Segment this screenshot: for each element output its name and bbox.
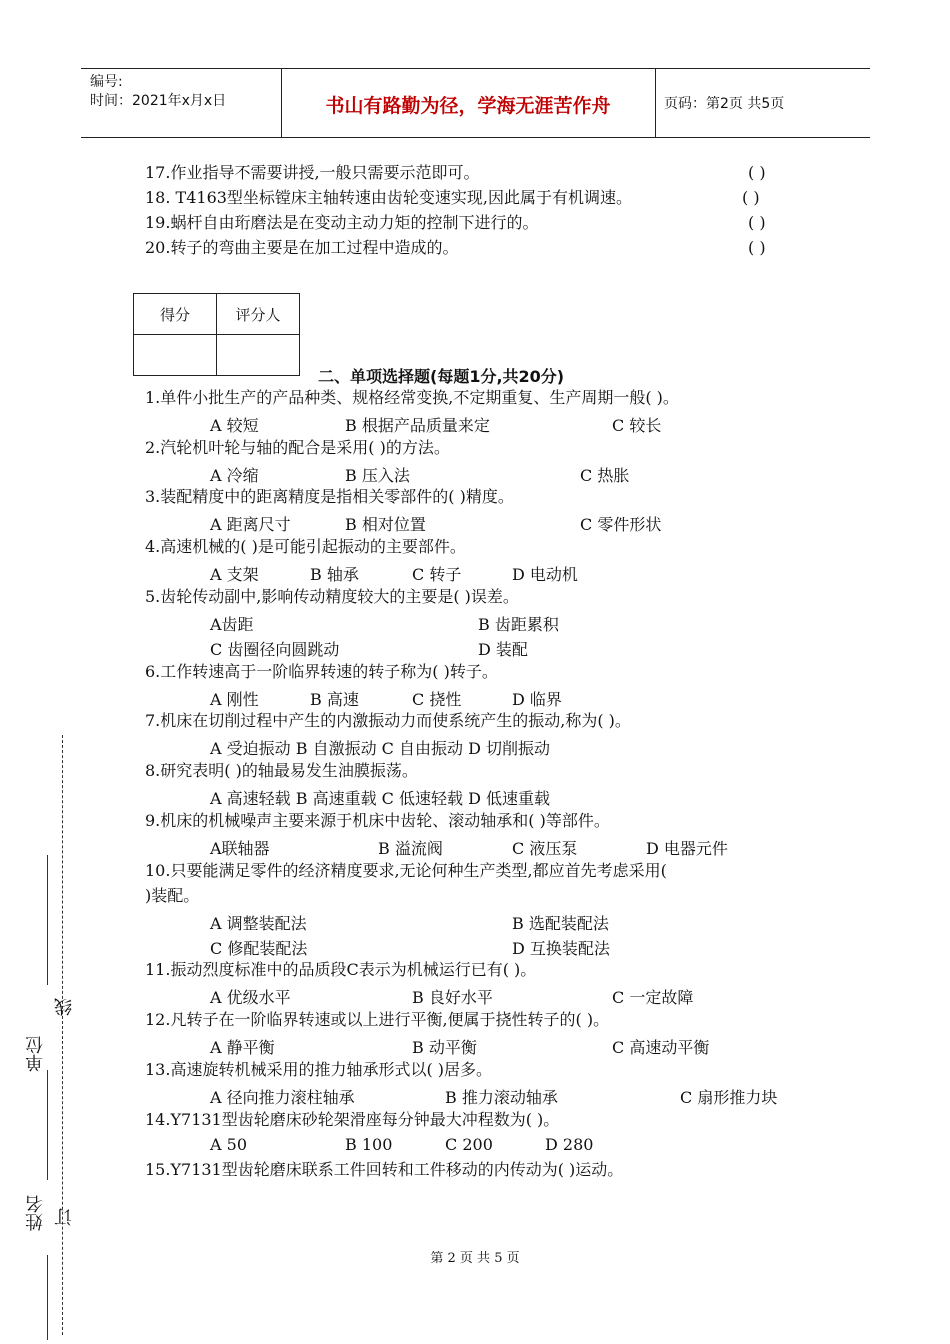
option: D 280 bbox=[545, 1135, 594, 1154]
judgement-item: 19.蜗杆自由珩磨法是在变动主动力矩的控制下进行的。 bbox=[145, 213, 539, 232]
header-page-info: 页码：第2页 共5页 bbox=[664, 96, 785, 112]
option: D 临界 bbox=[512, 690, 562, 709]
option: D 电器元件 bbox=[646, 839, 728, 858]
option: B 根据产品质量来定 bbox=[345, 416, 490, 435]
option: A 优级水平 bbox=[210, 988, 291, 1007]
judgement-item: 20.转子的弯曲主要是在加工过程中造成的。 bbox=[145, 238, 459, 257]
answer-bracket: ( ) bbox=[748, 163, 766, 182]
binding-underline bbox=[47, 1255, 48, 1340]
question: 14.Y7131型齿轮磨床砂轮架滑座每分钟最大冲程数为( )。 bbox=[145, 1110, 560, 1129]
binding-underline bbox=[47, 855, 48, 985]
option: C 修配装配法 bbox=[210, 939, 308, 958]
option: A 支架 bbox=[210, 565, 259, 584]
option: C 液压泵 bbox=[512, 839, 578, 858]
question: 1.单件小批生产的产品种类、规格经常变换,不定期重复、生产周期一般( )。 bbox=[145, 388, 679, 407]
score-table bbox=[133, 293, 300, 376]
option: B 相对位置 bbox=[345, 515, 426, 534]
page-footer: 第 2 页 共 5 页 bbox=[430, 1251, 520, 1266]
score-cell[interactable] bbox=[134, 335, 217, 376]
document-header bbox=[81, 68, 870, 138]
answer-bracket: ( ) bbox=[748, 213, 766, 232]
option: A 50 bbox=[210, 1135, 247, 1154]
answer-bracket: ( ) bbox=[748, 238, 766, 257]
grader-cell[interactable] bbox=[217, 335, 300, 376]
option: A 较短 bbox=[210, 416, 259, 435]
question: 15.Y7131型齿轮磨床联系工件回转和工件移动的内传动为( )运动。 bbox=[145, 1160, 624, 1179]
option: A 受迫振动 B 自激振动 C 自由振动 D 切削振动 bbox=[210, 739, 550, 758]
option: C 热胀 bbox=[580, 466, 630, 485]
name-label: 姓名 bbox=[25, 1195, 46, 1231]
header-motto: 书山有路勤为径，学海无涯苦作舟 bbox=[325, 95, 611, 117]
option: A齿距 bbox=[210, 615, 254, 634]
option: D 互换装配法 bbox=[512, 939, 610, 958]
option: B 动平衡 bbox=[412, 1038, 477, 1057]
option: C 较长 bbox=[612, 416, 662, 435]
option: C 高速动平衡 bbox=[612, 1038, 710, 1057]
header-left bbox=[90, 73, 226, 111]
question: 11.振动烈度标准中的品质段C表示为机械运行已有( )。 bbox=[145, 960, 537, 979]
option: D 装配 bbox=[478, 640, 528, 659]
option: A 刚性 bbox=[210, 690, 259, 709]
unit-label: 单位 bbox=[25, 1036, 46, 1072]
option: C 200 bbox=[445, 1135, 493, 1154]
question: 3.装配精度中的距离精度是指相关零部件的( )精度。 bbox=[145, 487, 514, 506]
question: 13.高速旋转机械采用的推力轴承形式以( )居多。 bbox=[145, 1060, 493, 1079]
question: 8.研究表明( )的轴最易发生油膜振荡。 bbox=[145, 761, 418, 780]
binding-underline bbox=[47, 1070, 48, 1180]
option: B 齿距累积 bbox=[478, 615, 559, 634]
option: A 高速轻载 B 高速重载 C 低速轻载 D 低速重载 bbox=[210, 789, 550, 808]
option: A 静平衡 bbox=[210, 1038, 275, 1057]
option: C 齿圈径向圆跳动 bbox=[210, 640, 340, 659]
option: A联轴器 bbox=[210, 839, 270, 858]
question-continuation: )装配。 bbox=[145, 886, 200, 905]
option: A 调整装配法 bbox=[210, 914, 307, 933]
question: 7.机床在切削过程中产生的内激振动力而使系统产生的振动,称为( )。 bbox=[145, 711, 631, 730]
option: C 转子 bbox=[412, 565, 462, 584]
option: D 电动机 bbox=[512, 565, 578, 584]
judgement-item: 18. T4163型坐标镗床主轴转速由齿轮变速实现,因此属于有机调速。 bbox=[145, 188, 633, 207]
question: 4.高速机械的( )是可能引起振动的主要部件。 bbox=[145, 537, 466, 556]
option: B 100 bbox=[345, 1135, 393, 1154]
question: 6.工作转速高于一阶临界转速的转子称为( )转子。 bbox=[145, 662, 498, 681]
option: B 选配装配法 bbox=[512, 914, 609, 933]
question: 9.机床的机械噪声主要来源于机床中齿轮、滚动轴承和( )等部件。 bbox=[145, 811, 610, 830]
binding-dashed-line bbox=[62, 735, 63, 1335]
option: A 距离尺寸 bbox=[210, 515, 291, 534]
time-label: 时间：2021年x月x日 bbox=[90, 93, 227, 109]
option: A 径向推力滚柱轴承 bbox=[210, 1088, 355, 1107]
judgement-item: 17.作业指导不需要讲授,一般只需要示范即可。 bbox=[145, 163, 480, 182]
option: B 高速 bbox=[310, 690, 359, 709]
section-title: 二、单项选择题(每题1分,共20分) bbox=[318, 367, 565, 386]
option: C 一定故障 bbox=[612, 988, 694, 1007]
option: B 推力滚动轴承 bbox=[445, 1088, 558, 1107]
number-label: 编号: bbox=[90, 74, 123, 90]
answer-bracket: ( ) bbox=[742, 188, 760, 207]
option: C 挠性 bbox=[412, 690, 462, 709]
option: B 轴承 bbox=[310, 565, 359, 584]
staple-label: 订 bbox=[54, 1208, 75, 1226]
option: C 零件形状 bbox=[580, 515, 662, 534]
question: 5.齿轮传动副中,影响传动精度较大的主要是( )误差。 bbox=[145, 587, 519, 606]
option: A 冷缩 bbox=[210, 466, 259, 485]
question: 2.汽轮机叶轮与轴的配合是采用( )的方法。 bbox=[145, 438, 450, 457]
option: C 扇形推力块 bbox=[680, 1088, 778, 1107]
grader-label: 评分人 bbox=[217, 294, 300, 335]
option: B 溢流阀 bbox=[378, 839, 443, 858]
option: B 良好水平 bbox=[412, 988, 493, 1007]
score-label: 得分 bbox=[134, 294, 217, 335]
question: 12.凡转子在一阶临界转速或以上进行平衡,便属于挠性转子的( )。 bbox=[145, 1010, 610, 1029]
option: B 压入法 bbox=[345, 466, 410, 485]
question: 10.只要能满足零件的经济精度要求,无论何种生产类型,都应首先考虑采用( bbox=[145, 861, 667, 880]
header-divider bbox=[655, 69, 656, 137]
line-label: 线 bbox=[54, 998, 75, 1016]
